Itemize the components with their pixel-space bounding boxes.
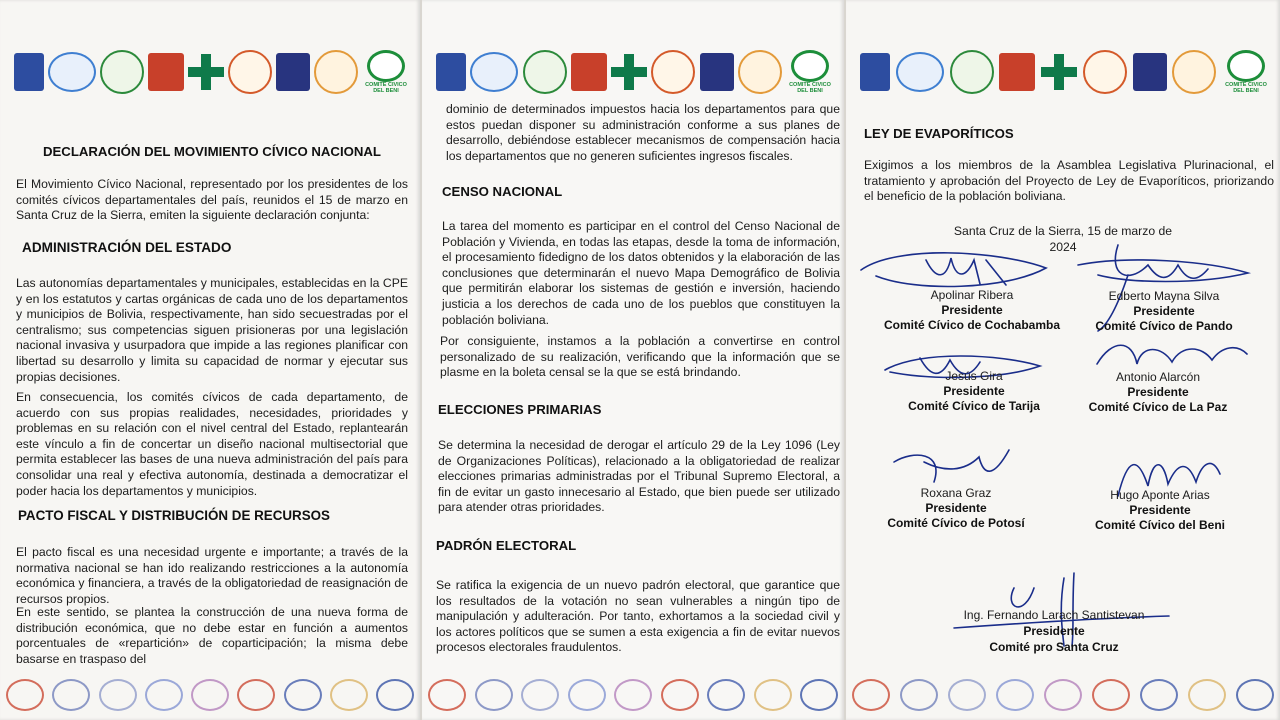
santa-cruz-logo xyxy=(436,53,466,91)
beni-logo-text-line1: COMITE CIVICO xyxy=(365,82,407,88)
santa-cruz-logo xyxy=(14,53,44,91)
document-page-2 xyxy=(422,0,844,720)
signatory-committee-6: Comité Cívico del Beni xyxy=(1094,518,1226,532)
green-cross-logo xyxy=(1041,54,1077,90)
stamp-5 xyxy=(614,679,652,711)
civic-committee-logos-row xyxy=(14,48,410,96)
section-heading-padron: PADRÓN ELECTORAL xyxy=(436,538,577,553)
stamp-2 xyxy=(475,679,513,711)
signatory-role-1: Presidente xyxy=(941,303,1003,317)
section-heading-evaporiticos: LEY DE EVAPORÍTICOS xyxy=(864,126,1014,141)
signature-la-paz xyxy=(1092,334,1252,374)
paragraph-censo: La tarea del momento es participar en el control del Censo Nacional de Población y Vivienda, en todas las etapas, desde la toma de información, el procesamiento fidedigno de los datos obtenidos y la elaboración de las conclusiones que determinarán el nuevo Mapa Demográfico de Bolivia que permitirán elaborar los sistemas de gestión e inversión, haciendo justicia a los derechos de cada uno de los pueblos que constituyen la población boliviana. xyxy=(442,219,840,327)
place-date: Santa Cruz de la Sierra, 15 de marzo de 2024 xyxy=(953,224,1173,254)
signatory-role-5: Presidente xyxy=(925,501,987,515)
bottom-stamps-row xyxy=(852,676,1274,714)
paragraph-distribucion: En este sentido, se plantea la construcción de una nueva forma de distribución económica, que no debe estar en función a aumentos porcentuales de «repartición» de coparticipación; la misma debe basarse en traspaso del xyxy=(16,605,408,666)
signatory-role-6: Presidente xyxy=(1129,503,1191,517)
signatory-name-1: Apolinar Ribera xyxy=(930,288,1014,302)
bottom-stamps-row xyxy=(6,676,414,714)
signatory-committee-5: Comité Cívico de Potosí xyxy=(887,516,1025,530)
paragraph-pacto-fiscal: El pacto fiscal es una necesidad urgente e importante; a través de la normativa nacional se han ido realizando restricciones a la autonomía económica y financiera, a través de la obligatoriedad de reasignación de recursos propios. xyxy=(16,545,408,606)
chuquisaca-logo xyxy=(314,50,358,94)
beni-logo xyxy=(362,50,410,94)
stamp-8 xyxy=(1188,679,1226,711)
signatory-role-7: Presidente xyxy=(1023,624,1085,638)
chuquisaca-logo xyxy=(1172,50,1216,94)
stamp-9 xyxy=(800,679,838,711)
signatory-name-5: Roxana Graz xyxy=(920,486,992,500)
stamp-3 xyxy=(948,679,986,711)
section-heading-administracion: ADMINISTRACIÓN DEL ESTADO xyxy=(22,240,232,255)
stamp-1 xyxy=(6,679,44,711)
green-cross-logo xyxy=(611,54,647,90)
intro-paragraph: El Movimiento Cívico Nacional, representado por los presidentes de los comités cívicos departamentales del país, reunidos el 15 de marzo en Santa Cruz de la Sierra, emiten la siguiente declaración conjunta: xyxy=(16,177,408,223)
signatory-role-4: Presidente xyxy=(1127,385,1189,399)
paragraph-padron: Se ratifica la exigencia de un nuevo padrón electoral, que garantice que los resultados de la votación no sean vulnerables a ningún tipo de manipulación y adulteración. Por tanto, exhortamos a la sociedad civil y los actores políticos que se sumen a esta exigencia a fin de evitar nuevos procesos electorales fraudulentos. xyxy=(436,578,840,655)
signatory-role-2: Presidente xyxy=(1133,304,1195,318)
la-paz-logo xyxy=(148,53,184,91)
section-heading-censo: CENSO NACIONAL xyxy=(442,184,563,199)
beni-logo-text-line2: DEL BENI xyxy=(1233,88,1259,94)
section-heading-pacto-fiscal: PACTO FISCAL Y DISTRIBUCIÓN DE RECURSOS xyxy=(18,508,330,523)
beni-logo-text-line2: DEL BENI xyxy=(797,88,823,94)
santa-cruz-logo xyxy=(860,53,890,91)
la-paz-logo xyxy=(571,53,607,91)
beni-logo-text-line1: COMITE CIVICO xyxy=(1225,82,1267,88)
signatory-name-7: Ing. Fernando Larach Santistevan xyxy=(963,608,1145,622)
signatory-name-2: Edberto Mayna Silva xyxy=(1108,289,1220,303)
cochabamba-logo xyxy=(896,52,944,92)
potosi-logo xyxy=(700,53,734,91)
stamp-8 xyxy=(754,679,792,711)
pando-logo xyxy=(950,50,994,94)
bottom-stamps-row xyxy=(428,676,838,714)
stamp-8 xyxy=(330,679,368,711)
paragraph-elecciones: Se determina la necesidad de derogar el artículo 29 de la Ley 1096 (Ley de Organizaciones Políticas), relacionado a la obligatoriedad de realizar elecciones primarias administradas por el Tribunal Supremo Electoral, a fin de evitar un gasto innecesario al Estado, que bien puede ser utilizado para atender otras prioridades. xyxy=(438,438,840,515)
tarija-logo xyxy=(1083,50,1127,94)
signatory-name-3: Jesús Gira xyxy=(945,369,1003,383)
stamp-5 xyxy=(191,679,229,711)
beni-logo-text-line2: DEL BENI xyxy=(373,88,399,94)
stamp-6 xyxy=(661,679,699,711)
stamp-7 xyxy=(1140,679,1178,711)
beni-logo xyxy=(1222,50,1270,94)
stamp-7 xyxy=(707,679,745,711)
pando-logo xyxy=(523,50,567,94)
section-heading-elecciones: ELECCIONES PRIMARIAS xyxy=(438,402,602,417)
signatory-committee-1: Comité Cívico de Cochabamba xyxy=(883,318,1061,332)
stamp-2 xyxy=(900,679,938,711)
potosi-logo xyxy=(276,53,310,91)
stamp-3 xyxy=(99,679,137,711)
declaration-title: DECLARACIÓN DEL MOVIMIENTO CÍVICO NACIONAL xyxy=(42,144,381,159)
signatory-committee-4: Comité Cívico de La Paz xyxy=(1088,400,1228,414)
beni-logo-text-line1: COMITE CIVICO xyxy=(789,82,831,88)
la-paz-logo xyxy=(999,53,1035,91)
civic-committee-logos-row xyxy=(860,48,1270,96)
document-page-3 xyxy=(846,0,1280,720)
stamp-3 xyxy=(521,679,559,711)
stamp-5 xyxy=(1044,679,1082,711)
paragraph-evaporiticos: Exigimos a los miembros de la Asamblea Legislativa Plurinacional, el tratamiento y aprobación del Proyecto de Ley de Evaporíticos, priorizando el beneficio de la población boliviana. xyxy=(864,158,1274,204)
stamp-1 xyxy=(428,679,466,711)
signatory-role-3: Presidente xyxy=(943,384,1005,398)
beni-logo xyxy=(786,50,834,94)
potosi-logo xyxy=(1133,53,1167,91)
paragraph-consecuencia: En consecuencia, los comités cívicos de cada departamento, de acuerdo con sus propias realidades, necesidades, prioridades y problemas en su relación con el nivel central del Estado, replantearán este vínculo a fin de concertar un diseño nacional multisectorial que permita establecer las bases de una nueva administración del país para consolidar una real y efectiva autonomía, destinada a democratizar el poder hacia los departamentos y municipios. xyxy=(16,390,408,498)
paragraph-autonomias: Las autonomías departamentales y municipales, establecidas en la CPE y en los estatutos y cartas orgánicas de cada uno de los departamentos y municipios de Bolivia, respectivamente, han sido secuestradas por el centralismo; sus competencias siguen prisioneras por una legislación nacional invasiva y usurpadora que impide a las regiones planificar con libertad su desarrollo y limita su capacidad de normar y ejecutar sus propias decisiones. xyxy=(16,276,408,384)
signature-potosi xyxy=(884,442,1024,492)
signatory-name-4: Antonio Alarcón xyxy=(1115,370,1201,384)
stamp-4 xyxy=(145,679,183,711)
signatory-name-6: Hugo Aponte Arias xyxy=(1110,488,1210,502)
chuquisaca-logo xyxy=(738,50,782,94)
stamp-6 xyxy=(237,679,275,711)
stamp-4 xyxy=(996,679,1034,711)
stamp-1 xyxy=(852,679,890,711)
paragraph-continuation: dominio de determinados impuestos hacia los departamentos para que estos puedan disponer su administración conforme a sus planes de desarrollo, debiéndose establecer mecanismos de compensación hacia los departamentos que no generen suficientes ingresos fiscales. xyxy=(446,102,840,163)
stamp-4 xyxy=(568,679,606,711)
tarija-logo xyxy=(228,50,272,94)
green-cross-logo xyxy=(188,54,224,90)
stamp-6 xyxy=(1092,679,1130,711)
civic-committee-logos-row xyxy=(436,48,834,96)
stamp-9 xyxy=(1236,679,1274,711)
signatory-committee-7: Comité pro Santa Cruz xyxy=(989,640,1119,654)
document-page-1 xyxy=(0,0,420,720)
tarija-logo xyxy=(651,50,695,94)
paragraph-consiguiente: Por consiguiente, instamos a la población a convertirse en control personalizado de su realización, verificando que la información que se plasme en la boleta censal se la que se está brindando. xyxy=(440,334,840,380)
signatory-committee-2: Comité Cívico de Pando xyxy=(1095,319,1233,333)
stamp-7 xyxy=(284,679,322,711)
pando-logo xyxy=(100,50,144,94)
cochabamba-logo xyxy=(470,52,518,92)
stamp-9 xyxy=(376,679,414,711)
cochabamba-logo xyxy=(48,52,96,92)
stamp-2 xyxy=(52,679,90,711)
signatory-committee-3: Comité Cívico de Tarija xyxy=(908,399,1040,413)
